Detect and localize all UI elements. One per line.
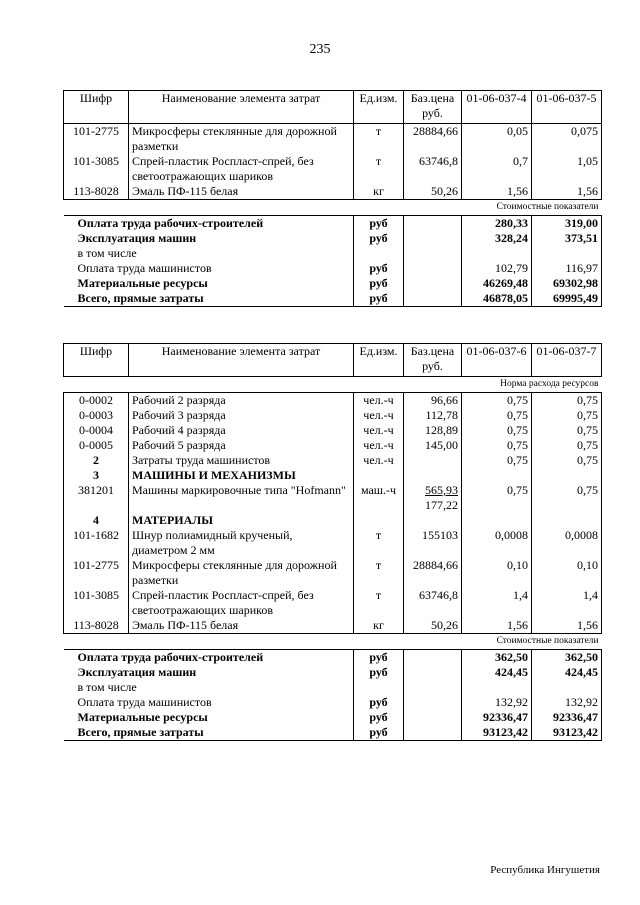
cost-row [64, 231, 602, 246]
section-header-row [64, 513, 602, 528]
price-cell: 28884,66 [404, 124, 462, 155]
unit-cell: маш.-ч [354, 483, 404, 513]
cost-row [64, 665, 602, 680]
value-cell-b [532, 468, 602, 483]
name-cell: Рабочий 3 разряда [129, 408, 354, 423]
cost-blank [404, 276, 462, 291]
cost-blank [404, 650, 462, 666]
cost-blank [404, 725, 462, 741]
cost-unit: руб [354, 650, 404, 666]
name-cell: Спрей-пластик Роспласт-спрей, без светоотражающих шариков [129, 588, 354, 618]
name-cell: Эмаль ПФ-115 белая [129, 618, 354, 634]
cost-label: Материальные ресурсы [77, 710, 208, 724]
unit-cell: т [354, 558, 404, 588]
cost-row [64, 650, 602, 666]
cost-value-a: 132,92 [462, 695, 532, 710]
cost-value-b: 116,97 [532, 261, 602, 276]
section-header-row [64, 468, 602, 483]
name-cell: Рабочий 5 разряда [129, 438, 354, 453]
value-cell-a: 0,75 [462, 408, 532, 423]
section-label-row [64, 200, 602, 216]
value-cell-b [532, 513, 602, 528]
value-cell-a: 0,7 [462, 154, 532, 184]
price-cell [404, 453, 462, 468]
price-cell: 63746,8 [404, 588, 462, 618]
code-cell: 101-2775 [64, 124, 129, 155]
cost-row [64, 710, 602, 725]
value-cell-a: 0,75 [462, 483, 532, 513]
unit-cell: чел.-ч [354, 393, 404, 409]
cost-blank [404, 291, 462, 307]
cost-label: Всего, прямые затраты [64, 725, 354, 741]
unit-cell: т [354, 124, 404, 155]
price-cell [404, 468, 462, 483]
header-col-a: 01-06-037-4 [462, 91, 532, 124]
value-cell-b: 0,75 [532, 393, 602, 409]
cost-unit: руб [354, 725, 404, 741]
cost-value-a: 328,24 [462, 231, 532, 246]
unit-cell: чел.-ч [354, 438, 404, 453]
cost-blank [404, 246, 462, 261]
value-cell-a: 1,56 [462, 618, 532, 634]
unit-cell: чел.-ч [354, 453, 404, 468]
cost-blank [404, 261, 462, 276]
code-cell: 113-8028 [64, 184, 129, 200]
code-cell: 0-0002 [64, 393, 129, 409]
resource-table-1 [63, 90, 602, 307]
header-name: Наименование элемента затрат [129, 344, 354, 377]
name-cell: Рабочий 2 разряда [129, 393, 354, 409]
cost-unit: руб [354, 665, 404, 680]
name-cell: Рабочий 4 разряда [129, 423, 354, 438]
table-row [64, 423, 602, 438]
unit-cell: т [354, 588, 404, 618]
cost-unit: руб [354, 291, 404, 307]
value-cell-b: 1,56 [532, 184, 602, 200]
page-number: 235 [309, 42, 331, 57]
cost-blank [404, 680, 462, 695]
cost-value-b: 319,00 [532, 216, 602, 232]
section-label: Норма расхода ресурсов [64, 377, 602, 393]
cost-label: в том числе [77, 680, 137, 694]
cost-unit [354, 680, 404, 695]
table-row [64, 124, 602, 155]
code-cell: 101-1682 [64, 528, 129, 558]
cost-value-b [532, 246, 602, 261]
table-row [64, 618, 602, 634]
code-cell: 4 [64, 513, 129, 528]
header-code: Шифр [64, 91, 129, 124]
cost-label: Оплата труда машинистов [77, 261, 212, 275]
value-cell-b: 0,75 [532, 438, 602, 453]
price-cell: 112,78 [404, 408, 462, 423]
price-cell: 128,89 [404, 423, 462, 438]
cost-value-a: 93123,42 [462, 725, 532, 741]
table-row [64, 558, 602, 588]
unit-cell [354, 513, 404, 528]
value-cell-b: 0,75 [532, 483, 602, 513]
price-cell: 155103 [404, 528, 462, 558]
cost-value-b: 92336,47 [532, 710, 602, 725]
cost-unit: руб [354, 710, 404, 725]
cost-value-b: 132,92 [532, 695, 602, 710]
unit-cell [354, 468, 404, 483]
value-cell-a: 0,75 [462, 453, 532, 468]
header-col-b: 01-06-037-7 [532, 344, 602, 377]
header-code: Шифр [64, 344, 129, 377]
table-row [64, 528, 602, 558]
cost-value-b [532, 680, 602, 695]
value-cell-a: 1,4 [462, 588, 532, 618]
value-cell-a: 1,56 [462, 184, 532, 200]
cost-value-a: 424,45 [462, 665, 532, 680]
value-cell-a: 0,75 [462, 393, 532, 409]
code-cell: 381201 [64, 483, 129, 513]
value-cell-a: 0,0008 [462, 528, 532, 558]
name-cell: Микросферы стеклянные для дорожной разметки [129, 124, 354, 155]
table-row [64, 393, 602, 409]
cost-row [64, 216, 602, 232]
cost-blank [404, 710, 462, 725]
cost-unit: руб [354, 261, 404, 276]
footer-region: Республика Ингушетия [490, 864, 600, 876]
cost-blank [404, 216, 462, 232]
cost-value-b: 373,51 [532, 231, 602, 246]
header-unit: Ед.изм. [354, 91, 404, 124]
price-cell [404, 483, 462, 513]
price-cell: 96,66 [404, 393, 462, 409]
table-row [64, 408, 602, 423]
value-cell-b: 0,75 [532, 423, 602, 438]
table-row [64, 438, 602, 453]
resource-table-2 [63, 343, 602, 741]
cost-unit: руб [354, 695, 404, 710]
table-row [64, 588, 602, 618]
cost-value-a [462, 680, 532, 695]
value-cell-b: 0,075 [532, 124, 602, 155]
cost-value-a: 362,50 [462, 650, 532, 666]
cost-label: Материальные ресурсы [77, 276, 208, 290]
cost-row [64, 695, 602, 710]
unit-cell: чел.-ч [354, 408, 404, 423]
cost-row [64, 680, 602, 695]
code-cell: 3 [64, 468, 129, 483]
cost-value-a [462, 246, 532, 261]
cost-label: Эксплуатация машин [77, 665, 197, 679]
price-cell [404, 513, 462, 528]
table-row [64, 154, 602, 184]
cost-value-a: 46269,48 [462, 276, 532, 291]
value-cell-a [462, 513, 532, 528]
cost-row [64, 261, 602, 276]
name-cell: Машины маркировочные типа "Hofmann" [129, 483, 354, 513]
cost-value-b: 69302,98 [532, 276, 602, 291]
table-row [64, 184, 602, 200]
name-cell: Шнур полиамидный крученый, диаметром 2 мм [129, 528, 354, 558]
cost-label: Оплата труда рабочих-строителей [77, 216, 264, 230]
unit-cell: т [354, 154, 404, 184]
price-bottom: 177,22 [425, 498, 458, 512]
section-label-row [64, 377, 602, 393]
header-name: Наименование элемента затрат [129, 91, 354, 124]
price-cell: 145,00 [404, 438, 462, 453]
cost-value-b: 362,50 [532, 650, 602, 666]
price-top: 565,93 [425, 483, 458, 497]
cost-blank [404, 665, 462, 680]
value-cell-b: 1,05 [532, 154, 602, 184]
price-cell: 50,26 [404, 618, 462, 634]
header-col-b: 01-06-037-5 [532, 91, 602, 124]
unit-cell: чел.-ч [354, 423, 404, 438]
value-cell-b: 0,10 [532, 558, 602, 588]
table-row [64, 483, 602, 513]
code-cell: 2 [64, 453, 129, 468]
section-label-row [64, 634, 602, 650]
header-unit: Ед.изм. [354, 344, 404, 377]
code-cell: 113-8028 [64, 618, 129, 634]
value-cell-a: 0,10 [462, 558, 532, 588]
cost-row [64, 276, 602, 291]
cost-value-a: 46878,05 [462, 291, 532, 307]
code-cell: 101-2775 [64, 558, 129, 588]
table-row [64, 453, 602, 468]
price-cell: 28884,66 [404, 558, 462, 588]
code-cell: 0-0005 [64, 438, 129, 453]
value-cell-b: 0,0008 [532, 528, 602, 558]
cost-blank [404, 231, 462, 246]
name-cell: Затраты труда машинистов [129, 453, 354, 468]
value-cell-a: 0,75 [462, 438, 532, 453]
header-col-a: 01-06-037-6 [462, 344, 532, 377]
section-title: МАШИНЫ И МЕХАНИЗМЫ [129, 468, 354, 483]
section-label: Стоимостные показатели [64, 200, 602, 216]
section-title: МАТЕРИАЛЫ [129, 513, 354, 528]
cost-label: Всего, прямые затраты [64, 291, 354, 307]
code-cell: 0-0004 [64, 423, 129, 438]
header-price: Баз.цена руб. [404, 344, 462, 377]
header-price: Баз.цена руб. [404, 91, 462, 124]
cost-label: Оплата труда рабочих-строителей [77, 650, 264, 664]
name-cell: Спрей-пластик Роспласт-спрей, без светоотражающих шариков [129, 154, 354, 184]
cost-value-a: 92336,47 [462, 710, 532, 725]
code-cell: 101-3085 [64, 154, 129, 184]
cost-label: в том числе [77, 246, 137, 260]
section-label: Стоимостные показатели [64, 634, 602, 650]
cost-row [64, 246, 602, 261]
unit-cell: кг [354, 184, 404, 200]
price-cell: 50,26 [404, 184, 462, 200]
table-header-row [64, 91, 602, 124]
cost-value-a: 102,79 [462, 261, 532, 276]
value-cell-a: 0,75 [462, 423, 532, 438]
unit-cell: кг [354, 618, 404, 634]
cost-unit: руб [354, 216, 404, 232]
value-cell-b: 1,56 [532, 618, 602, 634]
code-cell: 0-0003 [64, 408, 129, 423]
table-header-row [64, 344, 602, 377]
name-cell: Микросферы стеклянные для дорожной разметки [129, 558, 354, 588]
cost-label: Эксплуатация машин [77, 231, 197, 245]
cost-label: Оплата труда машинистов [77, 695, 212, 709]
cost-row [64, 725, 602, 741]
cost-row [64, 291, 602, 307]
cost-unit [354, 246, 404, 261]
cost-value-b: 93123,42 [532, 725, 602, 741]
cost-value-a: 280,33 [462, 216, 532, 232]
cost-value-b: 424,45 [532, 665, 602, 680]
cost-blank [404, 695, 462, 710]
value-cell-b: 0,75 [532, 453, 602, 468]
cost-value-b: 69995,49 [532, 291, 602, 307]
value-cell-a [462, 468, 532, 483]
cost-unit: руб [354, 231, 404, 246]
value-cell-b: 0,75 [532, 408, 602, 423]
price-cell: 63746,8 [404, 154, 462, 184]
value-cell-a: 0,05 [462, 124, 532, 155]
value-cell-b: 1,4 [532, 588, 602, 618]
code-cell: 101-3085 [64, 588, 129, 618]
cost-unit: руб [354, 276, 404, 291]
name-cell: Эмаль ПФ-115 белая [129, 184, 354, 200]
unit-cell: т [354, 528, 404, 558]
